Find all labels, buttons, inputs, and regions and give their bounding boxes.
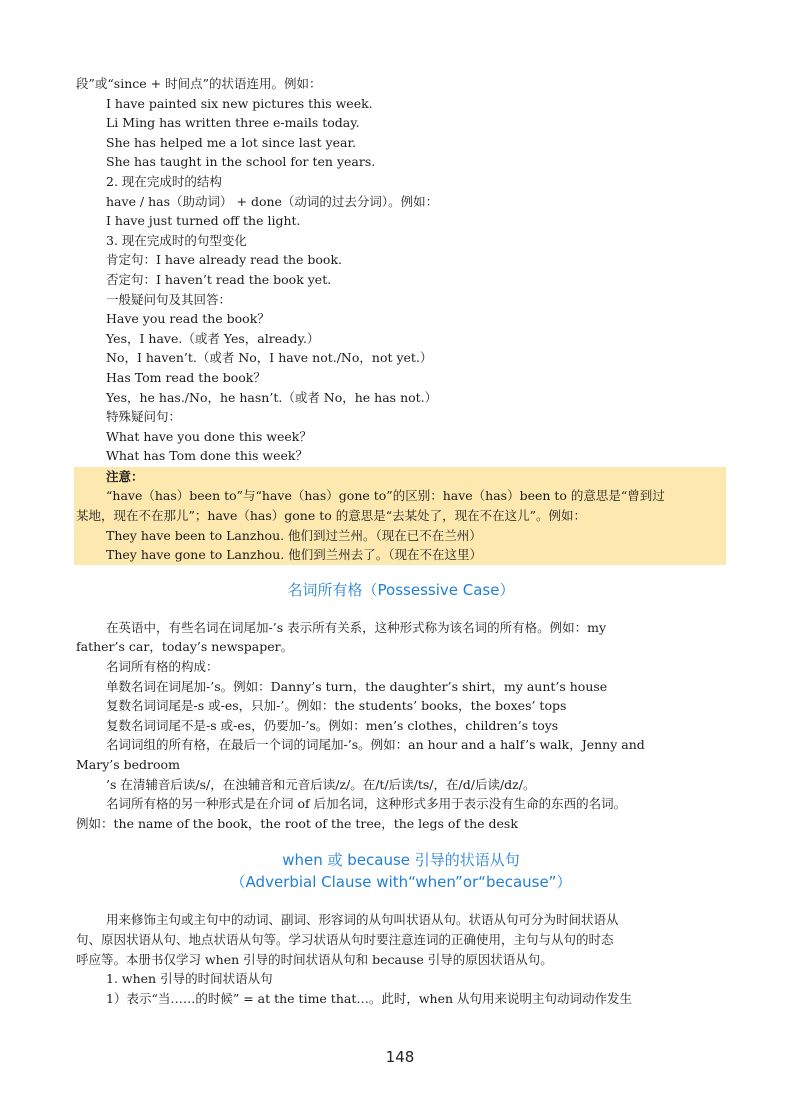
text-line: 否定句：I haven’t read the book yet. <box>106 271 332 287</box>
note-title: 注意： <box>106 468 144 484</box>
paragraph-line: 单数名词在词尾加-’s。例如：Danny’s turn，the daughter’s shirt，my aunt’s house <box>106 678 608 694</box>
paragraph-line: 复数名词词尾不是-s 或-es，仍要加-’s。例如：men’s clothes，children’s toys <box>106 717 559 733</box>
page-number: 148 <box>385 1048 415 1066</box>
example-sentence: She has helped me a lot since last year. <box>106 134 357 150</box>
subheading: 2. 现在完成时的结构 <box>106 173 222 189</box>
text-line: 特殊疑问句： <box>106 409 182 425</box>
paragraph-line: 用来修饰主句或主句中的动词、副词、形容词的从句叫状语从句。状语从句可分为时间状语从 <box>106 912 619 928</box>
example-sentence: What has Tom done this week？ <box>106 448 308 464</box>
subheading: 3. 现在完成时的句型变化 <box>106 232 247 248</box>
paragraph-line: 呼应等。本册书仅学习 when 引导的时间状语从句和 because 引导的原因状语从句。 <box>76 951 553 967</box>
note-example: They have been to Lanzhou. 他们到过兰州。（现在已不在兰州） <box>106 527 482 543</box>
paragraph-line: 在英语中，有些名词在词尾加-’s 表示所有关系，这种形式称为该名词的所有格。例如：my <box>106 619 607 635</box>
example-sentence: She has taught in the school for ten years. <box>106 154 376 170</box>
text-line: 一般疑问句及其回答： <box>106 291 232 307</box>
adverbial-clause-section <box>76 849 726 1008</box>
example-sentence: I have just turned off the light. <box>106 213 301 229</box>
paragraph-line: 复数名词词尾是-s 或-es，只加-’。例如：the students’ books，the boxes’ tops <box>106 698 567 714</box>
section-title: 名词所有格（Possessive Case） <box>287 580 515 599</box>
paragraph-line: Mary’s bedroom <box>76 757 180 772</box>
note-box <box>74 467 726 565</box>
note-text: “have（has）been to”与“have（has）gone to”的区别：have（has）been to 的意思是“曾到过 <box>106 488 665 504</box>
paragraph-line: 名词所有格的另一种形式是在介词 of 后加名词，这种形式多用于表示没有生命的东西的名词。 <box>106 796 627 812</box>
paragraph-line: 例如：the name of the book，the root of the tree，the legs of the desk <box>76 815 518 831</box>
paragraph-line: 1）表示“当……的时候” = at the time that…。此时，when 从句用来说明主句动词动作发生 <box>106 990 633 1006</box>
example-sentence: Has Tom read the book？ <box>106 369 266 385</box>
example-sentence: What have you done this week？ <box>106 428 312 444</box>
example-sentence: Have you read the book？ <box>106 311 270 327</box>
paragraph-line: father’s car，today’s newspaper。 <box>76 639 294 655</box>
note-text: 某地，现在不在那儿”；have（has）gone to 的意思是“去某处了，现在不在这儿”。例如： <box>76 508 587 524</box>
paragraph-line: 名词词组的所有格，在最后一个词的词尾加-’s。例如：an hour and a half’s walk，Jenny and <box>106 737 645 753</box>
paragraph-line: ’s 在清辅音后读/s/，在浊辅音和元音后读/z/。在/t/后读/ts/，在/d/后读/dz/。 <box>106 776 536 792</box>
example-sentence: No，I haven’t.（或者 No，I have not./No，not yet.） <box>106 350 433 366</box>
possessive-section <box>76 579 726 834</box>
text-line: 段”或“since + 时间点”的状语连用。例如： <box>76 76 322 91</box>
example-sentence: I have painted six new pictures this week. <box>106 95 373 111</box>
present-perfect-section <box>76 74 726 565</box>
text-line: have / has（助动词） + done（动词的过去分词）。例如： <box>106 193 439 209</box>
page-content <box>76 74 726 1008</box>
text-line: 肯定句：I have already read the book. <box>106 252 343 268</box>
note-example: They have gone to Lanzhou. 他们到兰州去了。（现在不在这里） <box>106 547 482 563</box>
subheading: 1. when 引导的时间状语从句 <box>106 971 273 987</box>
example-sentence: Li Ming has written three e-mails today. <box>106 115 360 131</box>
example-sentence: Yes，I have.（或者 Yes，already.） <box>106 330 320 346</box>
section-subtitle: （Adverbial Clause with“when”or“because”） <box>230 873 572 892</box>
paragraph-line: 句、原因状语从句、地点状语从句等。学习状语从句时要注意连词的正确使用，主句与从句的时态 <box>76 931 614 947</box>
section-title: when 或 because 引导的状语从句 <box>282 851 520 870</box>
example-sentence: Yes，he has./No，he hasn’t.（或者 No，he has not.） <box>106 389 438 405</box>
paragraph-line: 名词所有格的构成： <box>106 659 219 675</box>
